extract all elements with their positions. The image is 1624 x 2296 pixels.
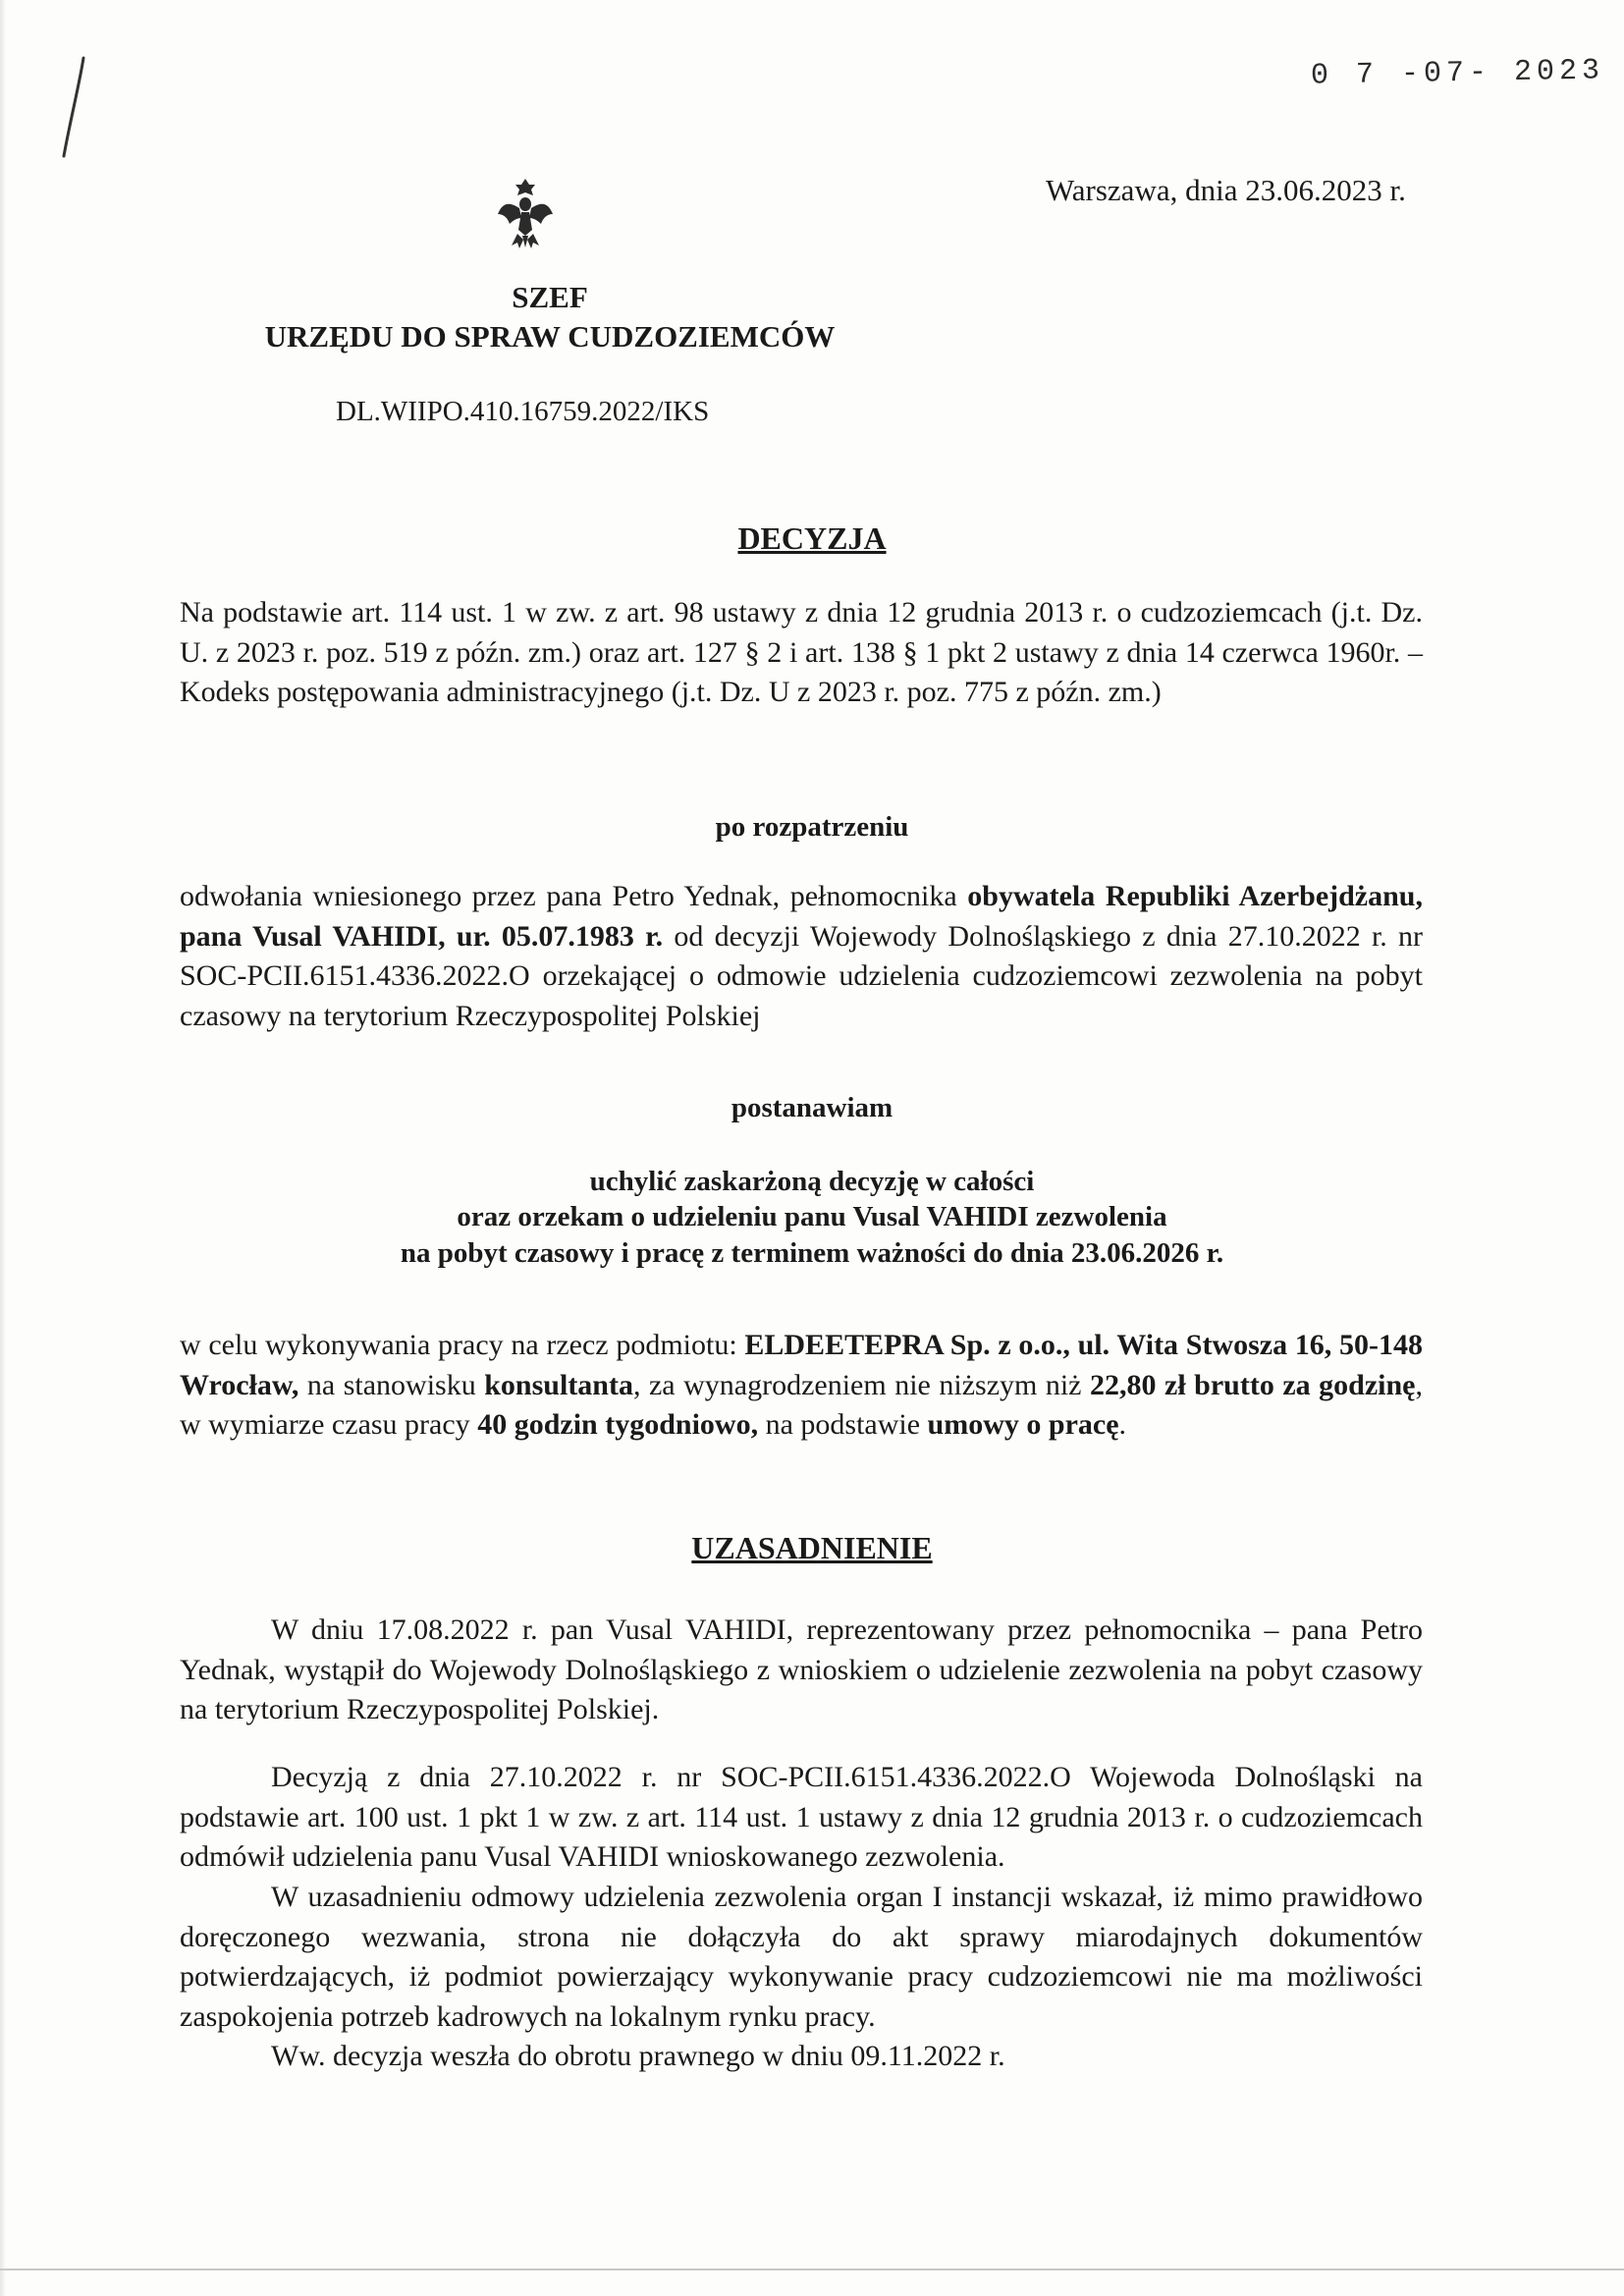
purpose-text-4: , w wymiarze czasu pracy bbox=[180, 1368, 1424, 1441]
handwritten-mark-icon bbox=[54, 54, 93, 162]
decision-heading: DECYZJA bbox=[737, 520, 887, 556]
purpose-text-1: w celu wykonywania pracy na rzecz podmiotu: bbox=[180, 1329, 745, 1361]
legal-basis-paragraph: Na podstawie art. 114 ust. 1 w zw. z art. 98 ustawy z dnia 12 grudnia 2013 r. o cudzoziemcach (j.t. Dz. U. z 2023 r. poz. 519 z późn. zm.) oraz art. 127 § 2 i art. 138 § 1 pkt 2 ustawy z dnia 14 czerwca 1960r. – Kodeks postępowania administracyjnego (j.t. Dz. U z 2023 r. poz. 775 z późn. zm.) bbox=[180, 596, 1423, 708]
job-position: konsultanta bbox=[484, 1368, 633, 1401]
justification-paragraph-3: W uzasadnieniu odmowy udzielenia zezwolenia organ I instancji wskazał, iż mimo prawidłowo doręczonego wezwania, strona nie dołączyła do akt sprawy miarodajnych dokumentów potwierdzających, iż podmiot powierzający wykonywanie pracy cudzoziemcowi nie ma możliwości zaspokojenia potrzeb kadrowych na lokalnym rynku pracy. bbox=[180, 1881, 1423, 2033]
scan-shadow bbox=[0, 0, 6, 2296]
case-reference-number: DL.WIIPO.410.16759.2022/IKS bbox=[336, 396, 710, 427]
justification-paragraph-1: W dniu 17.08.2022 r. pan Vusal VAHIDI, reprezentowany przez pełnomocnika – pana Petro Yednak, wystąpił do Wojewody Dolnośląskiego z wnioskiem o udzielenie zezwolenia na pobyt czasowy na terytorium Rzeczypospolitej Polskiej. bbox=[180, 1613, 1423, 1725]
office-title-line1: SZEF bbox=[512, 280, 588, 314]
appeal-text-1: odwołania wniesionego przez pana Petro Yednak, pełnomocnika bbox=[180, 880, 968, 912]
employment-purpose-paragraph bbox=[180, 1326, 1423, 1446]
employer-name-address: ELDEETEPRA Sp. z o.o., ul. Wita Stwosza 16, 50-148 Wrocław, bbox=[180, 1329, 1423, 1401]
hourly-wage: 22,80 zł brutto za godzinę bbox=[1090, 1368, 1416, 1401]
justification-heading: UZASADNIENIE bbox=[691, 1530, 933, 1565]
appeal-paragraph bbox=[180, 877, 1423, 1036]
purpose-text-6: . bbox=[1118, 1408, 1127, 1441]
justification-paragraph-2: Decyzją z dnia 27.10.2022 r. nr SOC-PCII.6151.4336.2022.O Wojewoda Dolnośląski na podstawie art. 100 ust. 1 pkt 1 w zw. z art. 114 ust. 1 ustawy z dnia 12 grudnia 2013 r. o cudzoziemcach odmówił udzielenia panu Vusal VAHIDI wnioskowanego zezwolenia. bbox=[180, 1761, 1423, 1873]
received-date-stamp: 0 7 -07- 2023 bbox=[1310, 54, 1605, 93]
purpose-text-3: , za wynagrodzeniem nie niższym niż bbox=[632, 1368, 1091, 1401]
justification-paragraph-4: Ww. decyzja weszła do obrotu prawnego w dniu 09.11.2022 r. bbox=[271, 2040, 1005, 2072]
purpose-text-5: na podstawie bbox=[758, 1408, 928, 1441]
ruling-line-2: oraz orzekam o udzieleniu panu Vusal VAHIDI zezwolenia bbox=[457, 1201, 1167, 1232]
appeal-text-2: od decyzji Wojewody Dolnośląskiego z dnia 27.10.2022 r. nr SOC-PCII.6151.4336.2022.O orzekającej o odmowie udzielenia cudzoziemcowi zezwolenia na pobyt czasowy na terytorium Rzeczypospolitej Polskiej bbox=[180, 919, 1423, 1032]
purpose-text-2: na stanowisku bbox=[298, 1368, 485, 1401]
after-review-label: po rozpatrzeniu bbox=[715, 811, 909, 843]
ruling-line-1: uchylić zaskarżoną decyzję w całości bbox=[589, 1166, 1035, 1197]
working-hours: 40 godzin tygodniowo, bbox=[477, 1408, 759, 1441]
office-title-line2: URZĘDU DO SPRAW CUDZOZIEMCÓW bbox=[264, 319, 836, 354]
ruling-line-3: na pobyt czasowy i pracę z terminem ważności do dnia 23.06.2026 r. bbox=[400, 1237, 1224, 1269]
polish-eagle-emblem-icon bbox=[496, 175, 555, 253]
place-and-date: Warszawa, dnia 23.06.2023 r. bbox=[1046, 173, 1406, 207]
i-decide-label: postanawiam bbox=[731, 1092, 893, 1123]
scan-bottom-line bbox=[0, 2269, 1624, 2270]
appellant-identity: obywatela Republiki Azerbejdżanu, pana Vusal VAHIDI, ur. 05.07.1983 r. bbox=[180, 880, 1423, 953]
contract-type: umowy o pracę bbox=[927, 1408, 1119, 1441]
